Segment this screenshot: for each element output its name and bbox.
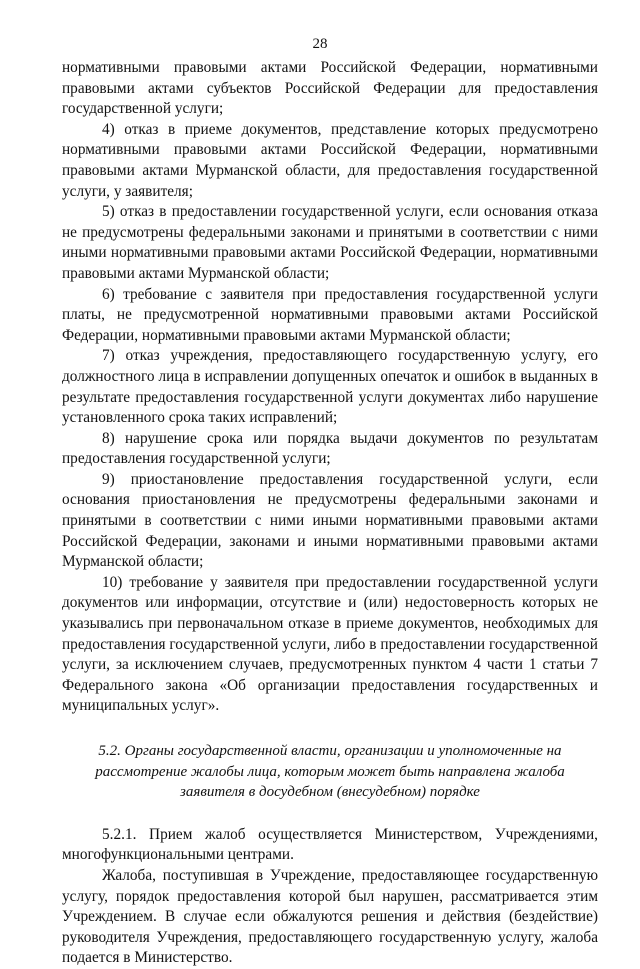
paragraph-continuation: нормативными правовыми актами Российской Федерации, нормативными правовыми актами субъектов Российской Федерации для предоставления государственной услуги; <box>62 59 598 118</box>
list-item-8: 8) нарушение срока или порядка выдачи документов по результатам предоставления государственной услуги; <box>62 429 598 468</box>
list-item-10: 10) требование у заявителя при предоставлении государственной услуги документов или информации, отсутствие и (или) недостоверность которых не указывались при первоначальном отказе в приеме документов, необходимых для предоставления государственной услуги, либо в предоставлении государственной услуги, за исключением случаев, предусмотренных пунктом 4 части 1 статьи 7 Федерального закона «Об организации предоставления государственных и муниципальных услуг». <box>62 573 598 715</box>
section-heading: 5.2. Органы государственной власти, организации и уполномоченные на рассмотрение жалобы лица, которым может быть направлена жалоба заявителя в досудебном (внесудебном) порядке <box>95 743 565 801</box>
paragraph-complaint: Жалоба, поступившая в Учреждение, предоставляющее государственную услугу, порядок предоставления которой был нарушен, рассматривается этим Учреждением. В случае если обжалуются решения и действия (бездействие) руководителя Учреждения, предоставляющего государственную услугу, жалоба подается в Министерство. <box>62 866 598 967</box>
paragraph-5-2-1: 5.2.1. Прием жалоб осуществляется Министерством, Учреждениями, многофункциональными центрами. <box>62 825 598 864</box>
page-number: 28 <box>312 36 328 52</box>
list-item-5: 5) отказ в предоставлении государственной услуги, если основания отказа не предусмотрены федеральными законами и принятыми в соответствии с ними иными нормативными правовыми актами Российской Федерации, нормативными правовыми актами Мурманской области; <box>62 203 598 282</box>
document-body <box>62 58 598 969</box>
list-item-4: 4) отказ в приеме документов, представление которых предусмотрено нормативными правовыми актами Российской Федерации, нормативными правовыми актами Мурманской области, для предоставления государственной услуги, у заявителя; <box>62 120 598 200</box>
list-item-6: 6) требование с заявителя при предоставления государственной услуги платы, не предусмотренной нормативными правовыми актами Российской Федерации, нормативными правовыми актами Мурманской области; <box>62 285 598 344</box>
list-item-9: 9) приостановление предоставления государственной услуги, если основания приостановления не предусмотрены федеральными законами и принятыми в соответствии с ними иными нормативными правовыми актами Российской Федерации, законами и иными нормативными правовыми актами Мурманской области; <box>62 470 598 571</box>
list-item-7: 7) отказ учреждения, предоставляющего государственную услугу, его должностного лица в исправлении допущенных опечаток и ошибок в выданных в результате предоставления государственной услуги документах либо нарушение установленного срока таких исправлений; <box>62 347 598 427</box>
